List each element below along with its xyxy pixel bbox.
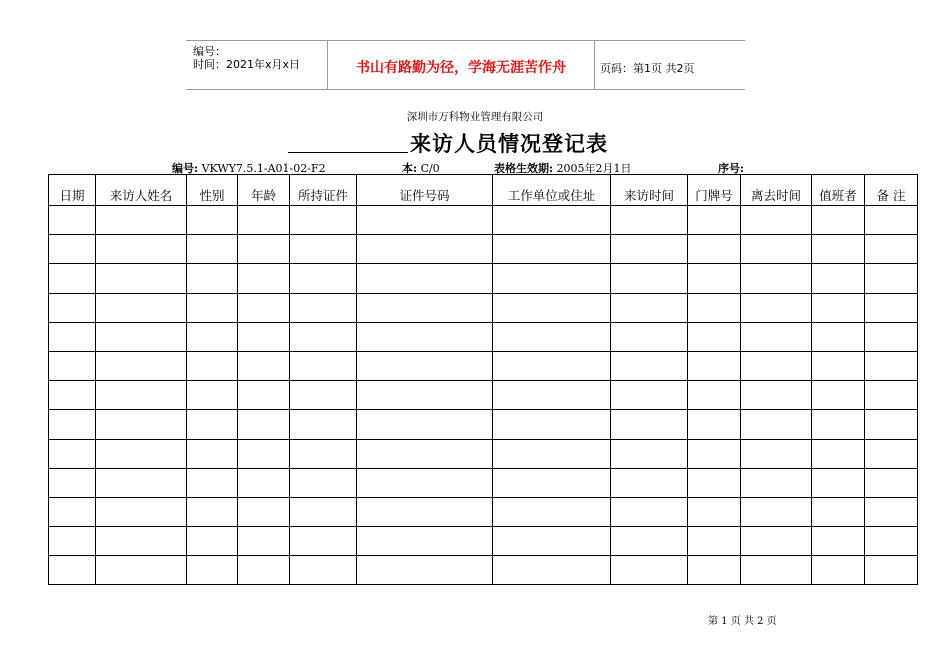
table-cell[interactable]: [611, 556, 688, 585]
table-cell[interactable]: [96, 381, 187, 410]
table-cell[interactable]: [49, 381, 96, 410]
table-cell[interactable]: [96, 322, 187, 351]
table-cell[interactable]: [49, 439, 96, 468]
table-cell[interactable]: [688, 439, 741, 468]
table-cell[interactable]: [741, 293, 812, 322]
table-cell[interactable]: [187, 264, 238, 293]
table-cell[interactable]: [187, 439, 238, 468]
table-cell[interactable]: [290, 439, 357, 468]
table-cell[interactable]: [812, 351, 865, 380]
table-cell[interactable]: [865, 497, 918, 526]
table-cell[interactable]: [741, 381, 812, 410]
table-cell[interactable]: [611, 527, 688, 556]
table-cell[interactable]: [865, 351, 918, 380]
table-cell[interactable]: [49, 351, 96, 380]
number-label: 编号：: [193, 45, 226, 58]
column-header-id-type: 所持证件: [290, 175, 357, 206]
table-cell[interactable]: [357, 381, 493, 410]
table-row: [49, 556, 918, 585]
column-header-door-number: 门牌号: [688, 175, 741, 206]
table-row: [49, 410, 918, 439]
page-info: 页码：第1页 共2页: [600, 62, 695, 75]
table-cell[interactable]: [865, 410, 918, 439]
table-cell[interactable]: [357, 497, 493, 526]
table-cell[interactable]: [865, 206, 918, 235]
table-cell[interactable]: [865, 322, 918, 351]
table-row: [49, 351, 918, 380]
table-cell[interactable]: [741, 264, 812, 293]
table-cell[interactable]: [493, 468, 611, 497]
table-cell[interactable]: [49, 527, 96, 556]
table-cell[interactable]: [96, 527, 187, 556]
table-cell[interactable]: [187, 293, 238, 322]
table-cell[interactable]: [49, 235, 96, 264]
table-cell[interactable]: [688, 351, 741, 380]
header-motto-cell: [328, 41, 595, 89]
table-body: [49, 206, 918, 585]
table-cell[interactable]: [238, 293, 290, 322]
table-cell[interactable]: [187, 206, 238, 235]
table-cell[interactable]: [812, 497, 865, 526]
table-cell[interactable]: [812, 556, 865, 585]
column-header-gender: 性别: [187, 175, 238, 206]
table-cell[interactable]: [688, 468, 741, 497]
table-cell[interactable]: [741, 410, 812, 439]
table-cell[interactable]: [187, 527, 238, 556]
table-cell[interactable]: [49, 322, 96, 351]
table-cell[interactable]: [865, 527, 918, 556]
motto: 书山有路勤为径，学海无涯苦作舟: [356, 60, 566, 76]
table-cell[interactable]: [493, 556, 611, 585]
table-cell[interactable]: [238, 264, 290, 293]
table-cell[interactable]: [290, 527, 357, 556]
table-cell[interactable]: [493, 381, 611, 410]
table-cell[interactable]: [493, 439, 611, 468]
table-cell[interactable]: [290, 410, 357, 439]
table-cell[interactable]: [493, 410, 611, 439]
table-cell[interactable]: [96, 468, 187, 497]
table-cell[interactable]: [357, 322, 493, 351]
table-cell[interactable]: [812, 322, 865, 351]
table-cell[interactable]: [812, 381, 865, 410]
table-cell[interactable]: [357, 351, 493, 380]
column-header-date: 日期: [49, 175, 96, 206]
table-cell[interactable]: [96, 206, 187, 235]
form-code-label: 编号:: [172, 162, 199, 175]
sequence-label: 序号:: [718, 162, 745, 175]
table-cell[interactable]: [688, 293, 741, 322]
table-row: [49, 439, 918, 468]
form-version-label: 本:: [402, 162, 418, 175]
table-cell[interactable]: [493, 264, 611, 293]
table-cell[interactable]: [865, 439, 918, 468]
table-cell[interactable]: [96, 410, 187, 439]
table-cell[interactable]: [49, 468, 96, 497]
form-title: 来访人员情况登记表: [410, 131, 608, 156]
table-cell[interactable]: [238, 527, 290, 556]
column-header-visit-time: 来访时间: [611, 175, 688, 206]
table-cell[interactable]: [290, 468, 357, 497]
table-cell[interactable]: [238, 206, 290, 235]
table-cell[interactable]: [741, 527, 812, 556]
table-cell[interactable]: [812, 439, 865, 468]
table-cell[interactable]: [493, 351, 611, 380]
visitor-register-table: [48, 174, 918, 585]
table-cell[interactable]: [741, 235, 812, 264]
table-cell[interactable]: [812, 264, 865, 293]
table-cell[interactable]: [812, 410, 865, 439]
table-cell[interactable]: [49, 206, 96, 235]
table-row: [49, 235, 918, 264]
table-row: [49, 322, 918, 351]
table-cell[interactable]: [688, 556, 741, 585]
table-cell[interactable]: [741, 322, 812, 351]
table-cell[interactable]: [238, 439, 290, 468]
table-cell[interactable]: [187, 410, 238, 439]
table-cell[interactable]: [741, 351, 812, 380]
table-cell[interactable]: [688, 322, 741, 351]
company-name: 深圳市万科物业管理有限公司: [406, 111, 544, 123]
table-cell[interactable]: [187, 322, 238, 351]
table-cell[interactable]: [812, 293, 865, 322]
table-cell[interactable]: [96, 351, 187, 380]
table-cell[interactable]: [357, 556, 493, 585]
table-cell[interactable]: [688, 410, 741, 439]
table-cell[interactable]: [238, 381, 290, 410]
table-cell[interactable]: [865, 293, 918, 322]
table-cell[interactable]: [187, 468, 238, 497]
table-cell[interactable]: [290, 235, 357, 264]
table-cell[interactable]: [865, 556, 918, 585]
table-cell[interactable]: [611, 206, 688, 235]
table-cell[interactable]: [290, 381, 357, 410]
table-cell[interactable]: [357, 410, 493, 439]
table-cell[interactable]: [96, 293, 187, 322]
table-cell[interactable]: [96, 235, 187, 264]
table-cell[interactable]: [357, 235, 493, 264]
table-cell[interactable]: [493, 293, 611, 322]
table-cell[interactable]: [290, 556, 357, 585]
column-header-id-number: 证件号码: [357, 175, 493, 206]
table-cell[interactable]: [611, 351, 688, 380]
table-cell[interactable]: [688, 235, 741, 264]
table-cell[interactable]: [688, 381, 741, 410]
table-cell[interactable]: [238, 497, 290, 526]
table-cell[interactable]: [290, 322, 357, 351]
table-cell[interactable]: [493, 527, 611, 556]
table-row: [49, 497, 918, 526]
column-header-remarks: 备 注: [865, 175, 918, 206]
table-cell[interactable]: [238, 556, 290, 585]
table-cell[interactable]: [238, 322, 290, 351]
table-cell[interactable]: [741, 439, 812, 468]
table-cell[interactable]: [238, 235, 290, 264]
table-cell[interactable]: [357, 527, 493, 556]
table-cell[interactable]: [611, 293, 688, 322]
header-info-cell: [186, 41, 328, 89]
table-cell[interactable]: [238, 410, 290, 439]
table-cell[interactable]: [187, 351, 238, 380]
table-cell[interactable]: [812, 468, 865, 497]
page-footer: 第 1 页 共 2 页: [708, 616, 777, 627]
table-row: [49, 381, 918, 410]
table-cell[interactable]: [493, 497, 611, 526]
table-cell[interactable]: [357, 439, 493, 468]
effective-date-label: 表格生效期:: [494, 162, 554, 175]
table-cell[interactable]: [865, 468, 918, 497]
table-cell[interactable]: [611, 322, 688, 351]
table-cell[interactable]: [290, 264, 357, 293]
table-cell[interactable]: [357, 468, 493, 497]
table-cell[interactable]: [357, 264, 493, 293]
table-header-row: [49, 175, 918, 206]
table-cell[interactable]: [238, 351, 290, 380]
column-header-visitor-name: 来访人姓名: [96, 175, 187, 206]
table-cell[interactable]: [49, 293, 96, 322]
table-cell[interactable]: [812, 206, 865, 235]
table-cell[interactable]: [611, 497, 688, 526]
table-cell[interactable]: [290, 206, 357, 235]
table-cell[interactable]: [493, 206, 611, 235]
column-header-age: 年龄: [238, 175, 290, 206]
title-blank-line: [288, 128, 408, 153]
table-row: [49, 264, 918, 293]
table-row: [49, 293, 918, 322]
table-cell[interactable]: [49, 410, 96, 439]
document-header: [186, 40, 745, 90]
column-header-leave-time: 离去时间: [741, 175, 812, 206]
table-cell[interactable]: [741, 497, 812, 526]
table-cell[interactable]: [611, 264, 688, 293]
table-cell[interactable]: [290, 293, 357, 322]
table-cell[interactable]: [865, 381, 918, 410]
table-cell[interactable]: [611, 235, 688, 264]
effective-date-value: 2005年2月1日: [556, 162, 632, 175]
table-cell[interactable]: [187, 556, 238, 585]
time-label: 时间：2021年x月x日: [193, 58, 301, 71]
header-page-cell: [595, 41, 745, 89]
table-cell[interactable]: [187, 381, 238, 410]
table-cell[interactable]: [187, 497, 238, 526]
table-cell[interactable]: [96, 439, 187, 468]
table-cell[interactable]: [688, 497, 741, 526]
table-row: [49, 206, 918, 235]
table-cell[interactable]: [96, 556, 187, 585]
table-cell[interactable]: [741, 556, 812, 585]
table-cell[interactable]: [493, 322, 611, 351]
table-cell[interactable]: [238, 468, 290, 497]
table-cell[interactable]: [357, 293, 493, 322]
form-version-value: C/0: [420, 162, 440, 175]
table-cell[interactable]: [611, 468, 688, 497]
table-cell[interactable]: [741, 206, 812, 235]
table-row: [49, 527, 918, 556]
table-cell[interactable]: [96, 497, 187, 526]
table-cell[interactable]: [96, 264, 187, 293]
table-cell[interactable]: [741, 468, 812, 497]
column-header-employer-address: 工作单位或住址: [493, 175, 611, 206]
table-cell[interactable]: [611, 439, 688, 468]
table-cell[interactable]: [865, 235, 918, 264]
table-cell[interactable]: [290, 497, 357, 526]
table-cell[interactable]: [187, 235, 238, 264]
table-cell[interactable]: [688, 206, 741, 235]
table-cell[interactable]: [611, 410, 688, 439]
table-cell[interactable]: [357, 206, 493, 235]
form-code-value: VKWY7.5.1-A01-02-F2: [201, 162, 326, 175]
table-cell[interactable]: [688, 527, 741, 556]
table-cell[interactable]: [49, 556, 96, 585]
table-cell[interactable]: [812, 235, 865, 264]
table-cell[interactable]: [611, 381, 688, 410]
table-row: [49, 468, 918, 497]
table-cell[interactable]: [49, 264, 96, 293]
table-cell[interactable]: [812, 527, 865, 556]
table-cell[interactable]: [865, 264, 918, 293]
table-cell[interactable]: [290, 351, 357, 380]
table-cell[interactable]: [688, 264, 741, 293]
table-cell[interactable]: [493, 235, 611, 264]
table-cell[interactable]: [49, 497, 96, 526]
column-header-guard-on-duty: 值班者: [812, 175, 865, 206]
